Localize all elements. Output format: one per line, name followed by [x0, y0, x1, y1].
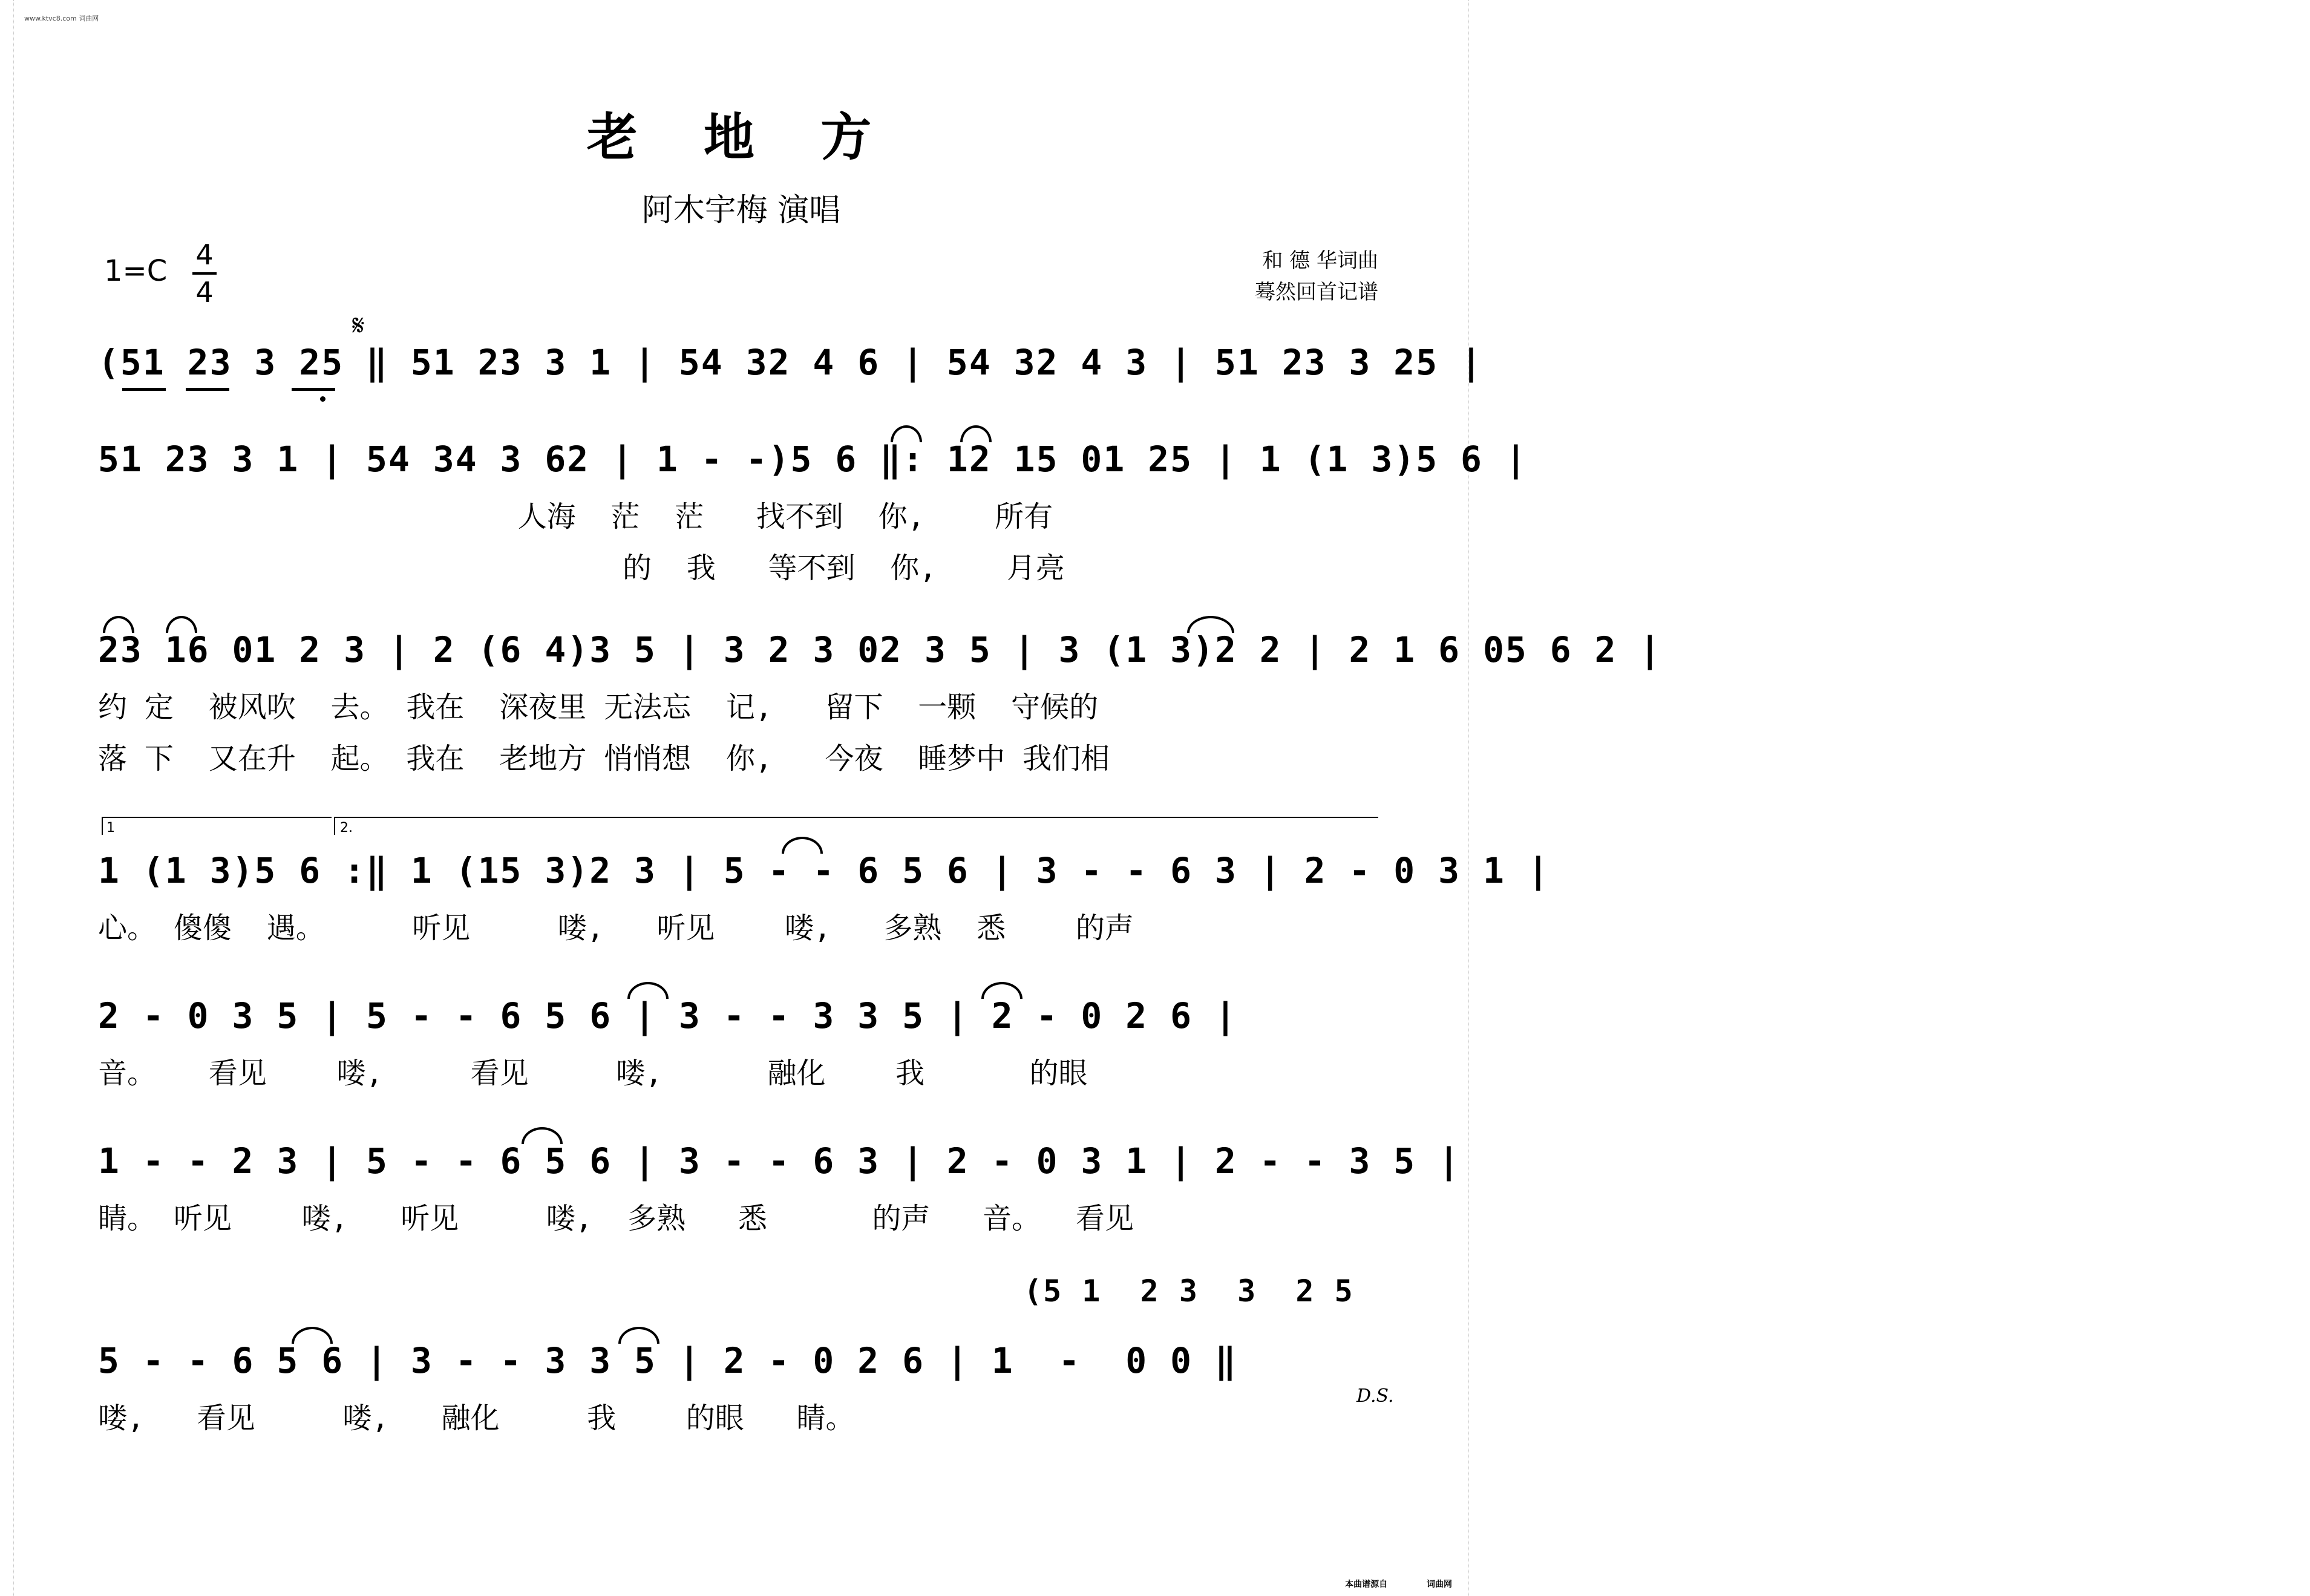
- left-margin-strip: [0, 0, 14, 1596]
- beam: [122, 388, 166, 391]
- volta-1-tick: [102, 817, 103, 835]
- lyrics-verse-2: 的 我 等不到 你, 月亮: [98, 551, 1065, 585]
- slur: [618, 1327, 659, 1344]
- footer-source-label: 本曲谱源自: [1345, 1580, 1388, 1589]
- volta-1-line: [102, 817, 332, 818]
- watermark-top-left: www.ktvc8.com 词曲网: [24, 15, 99, 22]
- slur: [166, 616, 197, 633]
- footer-watermark: [1345, 1578, 1452, 1590]
- dal-segno-mark: D.S.: [1356, 1385, 1394, 1407]
- slur: [522, 1127, 563, 1144]
- system-1: [98, 309, 1483, 402]
- intro-recall: (5 1 2 3 3 2 5: [1024, 1274, 1354, 1309]
- lyrics-verse-2: 落 下 又在升 起。 我在 老地方 悄悄想 你, 今夜 睡梦中 我们相: [98, 742, 1110, 776]
- song-title: 老 地 方: [586, 107, 896, 167]
- beam: [186, 388, 229, 391]
- time-signature-denominator: 4: [195, 276, 214, 309]
- system-4: [98, 844, 1550, 947]
- notes-line: 2 - 0 3 5 | 5 - - 6 5 6 | 3 - - 3 3 5 | 2 - 0 2 6 |: [98, 995, 1237, 1036]
- footer-site-label: 词曲网: [1427, 1580, 1452, 1589]
- low-octave-dot: [320, 396, 326, 402]
- credit-transcriber: 蓦然回首记谱: [1255, 280, 1378, 304]
- notes-line: 5 - - 6 5 6 | 3 - - 3 3 5 | 2 - 0 2 6 | 1 - 0 0 ‖: [98, 1340, 1237, 1381]
- system-5: [98, 989, 1384, 1092]
- key-signature: 1=C: [104, 254, 168, 288]
- slur: [292, 1327, 333, 1344]
- lyrics-line: 睛。 听见 喽, 听见 喽, 多熟 悉 的声 音。 看见: [98, 1202, 1134, 1235]
- performer: 阿木宇梅 演唱: [641, 192, 841, 229]
- slur: [627, 982, 669, 999]
- notes-line: 23 16 01 2 3 | 2 (6 4)3 5 | 3 2 3 02 3 5 | 3 (1 3)2 2 | 2 1 6 05 6 2 |: [98, 629, 1662, 670]
- slur: [1187, 616, 1234, 633]
- slur: [981, 982, 1022, 999]
- slur: [891, 425, 922, 442]
- lyrics-verse-1: 人海 茫 茫 找不到 你, 所有: [98, 500, 1053, 534]
- volta-2-line: [334, 817, 1378, 818]
- lyrics-line: 喽, 看见 喽, 融化 我 的眼 睛。: [98, 1401, 855, 1435]
- lyrics-line: 心。 傻傻 遇。 听见 喽, 听见 喽, 多熟 悉 的声: [98, 911, 1134, 945]
- credits: [1255, 245, 1378, 308]
- slur: [103, 616, 134, 633]
- notes-line: (51 23 3 25 ‖ 51 23 3 1 | 54 32 4 6 | 54 32 4 3 | 51 23 3 25 |: [98, 342, 1483, 383]
- volta-1-label: 1: [106, 820, 115, 836]
- system-3: [98, 623, 1662, 776]
- slur: [960, 425, 992, 442]
- slur: [782, 837, 823, 854]
- notes-line: 1 - - 2 3 | 5 - - 6 5 6 | 3 - - 6 3 | 2 - 0 3 1 | 2 - - 3 5 |: [98, 1140, 1461, 1182]
- segno-sign: 𝄋: [352, 309, 365, 342]
- lyrics-verse-1: 约 定 被风吹 去。 我在 深夜里 无法忘 记, 留下 一颗 守候的: [98, 690, 1099, 724]
- volta-2-label: 2.: [340, 820, 353, 836]
- lyrics-line: 音。 看见 喽, 看见 喽, 融化 我 的眼: [98, 1056, 1088, 1090]
- beam: [292, 388, 335, 391]
- notes-line: 51 23 3 1 | 54 34 3 62 | 1 - -)5 6 ‖: 12 15 01 25 | 1 (1 3)5 6 |: [98, 439, 1528, 480]
- system-6: [98, 1134, 1461, 1237]
- notes-line: 1 (1 3)5 6 :‖ 1 (15 3)2 3 | 5 - - 6 5 6 | 3 - - 6 3 | 2 - 0 3 1 |: [98, 850, 1550, 891]
- time-signature-numerator: 4: [192, 237, 217, 275]
- system-7: [98, 1274, 1394, 1455]
- credit-composer: 和 德 华词曲: [1262, 249, 1378, 273]
- volta-2-tick: [334, 817, 335, 835]
- system-2: [98, 433, 1528, 585]
- right-margin-strip: [1468, 0, 1482, 1596]
- time-signature: [192, 237, 217, 310]
